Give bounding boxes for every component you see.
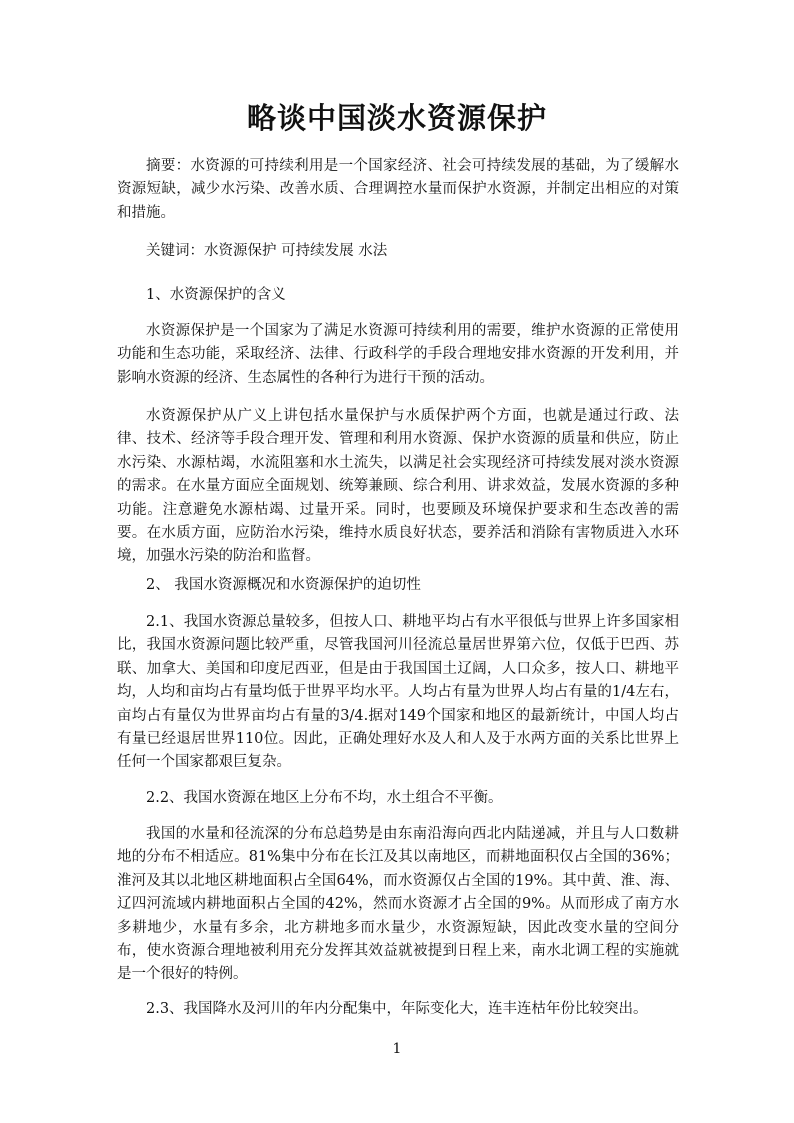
section-1-paragraph-2: 水资源保护从广义上讲包括水量保护与水质保护两个方面，也就是通过行政、法律、技术、经济等手段合理开发、管理和利用水资源、保护水资源的质量和供应，防止水污染、水源枯竭，水流阻塞和水土流失，以满足社会实现经济可持续发展对淡水资源的需求。在水量方面应全面规划、统筹兼顾、综合利用、讲求效益，发展水资源的多种功能。注意避免水源枯竭、过量开采。同时，也要顾及环境保护要求和生态改善的需要。在水质方面，应防治水污染，维持水质良好状态，要养活和消除有害物质进入水环境，加强水污染的防治和监督。 (117, 408, 679, 565)
section-2-1-paragraph: 2.1、我国水资源总量较多，但按人口、耕地平均占有水平很低与世界上许多国家相比，我国水资源问题比较严重，尽管我国河川径流总量居世界第六位，仅低于巴西、苏联、加拿大、美国和印度尼西亚，但是由于我国国土辽阔，人口众多，按人口、耕地平均，人均和亩均占有量均低于世界平均水平。人均占有量为世界人均占有量的1/4左右，亩均占有量仅为世界亩均占有量的3/4.据对149个国家和地区的最新统计，中国人均占有量已经退居世界110位。因此，正确处理好水及人和人及于水两方面的关系比世界上任何一个国家都艰巨复杂。 (117, 614, 679, 771)
keywords-line: 关键词：水资源保护 可持续发展 水法 (146, 243, 388, 259)
section-1-paragraph-1: 水资源保护是一个国家为了满足水资源可持续利用的需要，维护水资源的正常使用功能和生态功能，采取经济、法律、行政科学的手段合理地安排水资源的开发利用，并影响水资源的经济、生态属性的各种行为进行干预的活动。 (117, 323, 679, 386)
document-title: 略谈中国淡水资源保护 (246, 101, 547, 135)
section-1-heading: 1、水资源保护的含义 (146, 287, 286, 303)
page-number: 1 (392, 1041, 402, 1057)
section-2-2-paragraph: 我国的水量和径流深的分布总趋势是由东南沿海向西北内陆递减，并且与人口数耕地的分布不相适应。81%集中分布在长江及其以南地区，而耕地面积仅占全国的36%；淮河及其以北地区耕地面积占全国64%，而水资源仅占全国的19%。其中黄、淮、海、辽四河流域内耕地面积占全国的42%，然而水资源才占全国的9%。从而形成了南方水多耕地少，水量有多余，北方耕地多而水量少，水资源短缺，因此改变水量的空间分布，使水资源合理地被利用充分发挥其效益就被提到日程上来，南水北调工程的实施就是一个很好的特例。 (117, 826, 679, 983)
abstract-paragraph: 摘要：水资源的可持续利用是一个国家经济、社会可持续发展的基础，为了缓解水资源短缺，减少水污染、改善水质、合理调控水量而保护水资源，并制定出相应的对策和措施。 (117, 158, 679, 221)
section-2-heading: 2、 我国水资源概况和水资源保护的迫切性 (146, 577, 421, 593)
section-2-2-heading: 2.2、我国水资源在地区上分布不均，水土组合不平衡。 (146, 790, 503, 806)
section-2-3-paragraph: 2.3、我国降水及河川的年内分配集中，年际变化大，连丰连枯年份比较突出。 (146, 1001, 648, 1017)
